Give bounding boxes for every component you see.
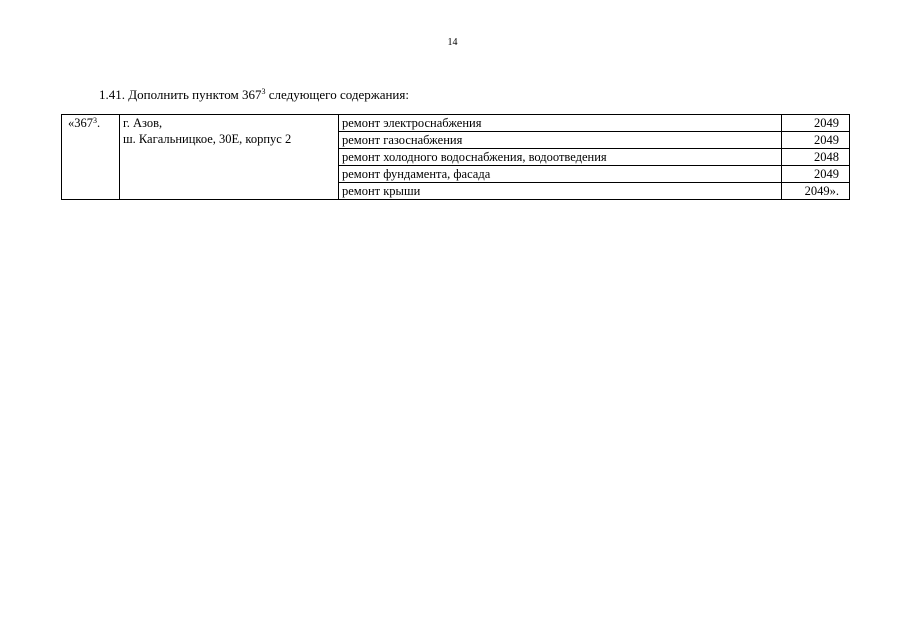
work-year: 2049 [782, 166, 850, 183]
work-type: ремонт крыши [339, 183, 782, 200]
paragraph-1-41-text: 1.41. Дополнить пунктом 367 [99, 87, 262, 102]
address-line: ш. Кагальницкое, 30Е, корпус 2 [123, 132, 292, 146]
work-year: 2049». [782, 183, 850, 200]
work-year: 2048 [782, 149, 850, 166]
work-type: ремонт холодного водоснабжения, водоотведения [339, 149, 782, 166]
paragraph-1-41-text-end: следующего содержания: [265, 87, 409, 102]
item-number-text: «367 [68, 116, 93, 130]
address-line: г. Азов, [123, 116, 163, 130]
work-year: 2049 [782, 115, 850, 132]
item-number-suffix: . [97, 116, 101, 130]
work-type: ремонт фундамента, фасада [339, 166, 782, 183]
paragraph-1-41 [99, 87, 409, 103]
table-row [62, 115, 850, 132]
paragraph-1-41-superscript: 3 [261, 87, 266, 96]
table-367-3 [61, 114, 850, 200]
work-type: ремонт электроснабжения [339, 115, 782, 132]
address-cell [120, 115, 339, 200]
work-type: ремонт газоснабжения [339, 132, 782, 149]
item-number-superscript: 3 [93, 116, 97, 125]
page-number: 14 [447, 37, 458, 48]
item-number [62, 115, 120, 200]
work-year: 2049 [782, 132, 850, 149]
